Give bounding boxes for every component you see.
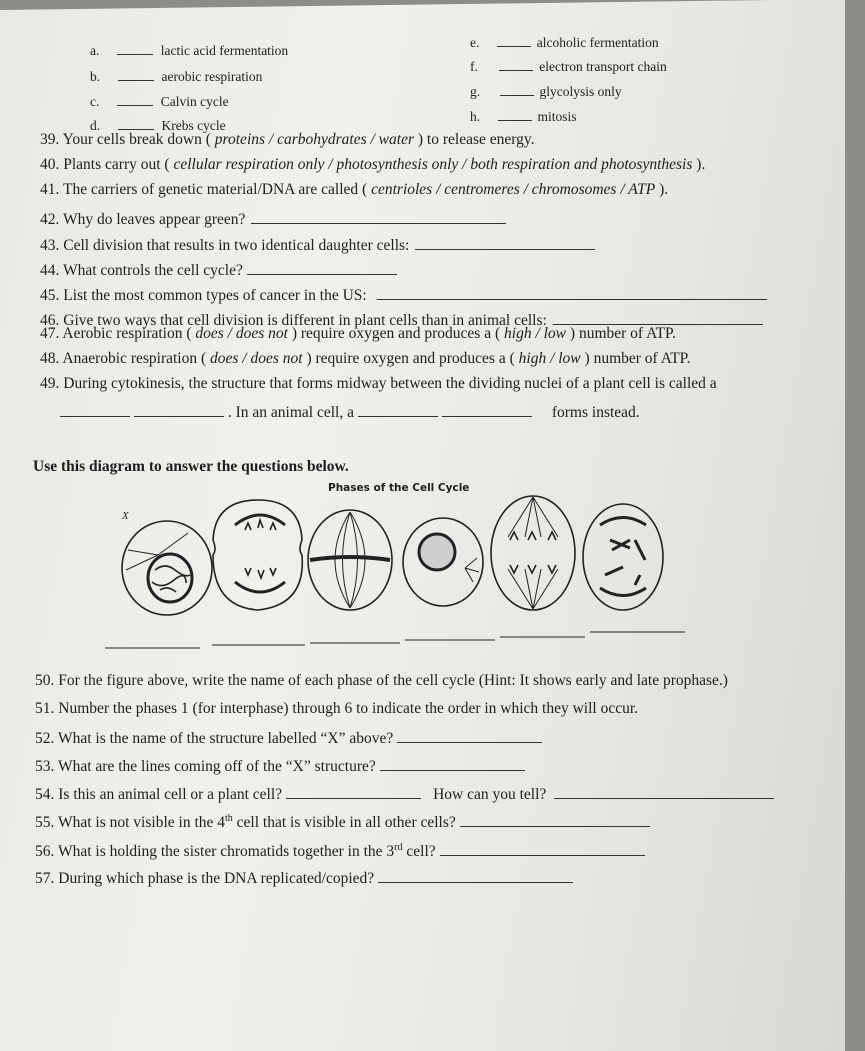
q-text: 57. During which phase is the DNA replicated/copied? (35, 870, 375, 887)
question-52 (35, 730, 542, 748)
question-50: 50. For the figure above, write the name of each phase of the cell cycle (Hint: It shows early and late prophase.) (35, 672, 728, 689)
q-text: 39. Your cells break down ( (40, 131, 215, 148)
q-text: ). (655, 181, 669, 198)
cell-2-telophase (213, 500, 302, 610)
question-54 (35, 786, 774, 804)
label: aerobic respiration (161, 69, 263, 84)
q-text: 52. What is the name of the structure labelled “X” above? (35, 730, 394, 747)
diagram-title: Phases of the Cell Cycle (328, 482, 470, 494)
label: electron transport chain (539, 59, 667, 74)
q-text: 42. Why do leaves appear green? (40, 211, 246, 228)
cell-4-interphase (403, 518, 483, 606)
q-text: 55. What is not visible in the 4 (35, 814, 226, 832)
q-text: ) require oxygen and produces a ( (302, 350, 519, 367)
phase-answer-blanks (105, 632, 685, 648)
q-options: high / low (518, 350, 581, 367)
letter: c. (90, 94, 100, 109)
q-text: 45. List the most common types of cancer in the US: (40, 287, 367, 304)
q-options: high / low (504, 325, 567, 342)
cell-1-prophase (122, 521, 212, 615)
q-text: ) number of ATP. (566, 325, 676, 342)
label: Krebs cycle (161, 118, 226, 133)
q-options: cellular respiration only / photosynthesis only / both respiration and photosynthesis (173, 156, 693, 173)
q-text: 48. Anaerobic respiration ( (40, 350, 211, 367)
q-text: 53. What are the lines coming off of the “X” structure? (35, 758, 376, 775)
letter: g. (470, 84, 481, 99)
q-text: 47. Aerobic respiration ( (40, 325, 196, 342)
cell-6-late-prophase (583, 504, 663, 610)
q-text: 44. What controls the cell cycle? (40, 262, 243, 279)
q-text: ) number of ATP. (580, 350, 691, 367)
q-text: cell that is visible in all other cells? (232, 814, 456, 832)
q-text: 40. Plants carry out ( (40, 156, 174, 173)
question-55 (35, 813, 650, 832)
q-text: 43. Cell division that results in two identical daughter cells: (40, 237, 410, 254)
label: glycolysis only (539, 84, 622, 99)
q-text: 54. Is this an animal cell or a plant cell? (35, 786, 283, 803)
q-text: forms instead. (551, 404, 640, 421)
label: Calvin cycle (160, 94, 229, 109)
q-options: centrioles / centromeres / chromosomes / ATP (371, 181, 656, 198)
q-options: does / does not (195, 325, 288, 342)
letter: d. (90, 118, 101, 133)
q-text: 41. The carriers of genetic material/DNA are called ( (40, 181, 372, 198)
q-options: does / does not (210, 350, 303, 367)
q-text: cell? (402, 843, 436, 861)
letter: e. (470, 35, 480, 50)
q-text: How can you tell? (433, 786, 547, 803)
label: mitosis (537, 109, 577, 124)
diagram-instruction: Use this diagram to answer the questions below. (33, 458, 349, 475)
label: alcoholic fermentation (536, 35, 659, 50)
q-text: 56. What is holding the sister chromatids together in the 3 (35, 843, 395, 861)
q-options: proteins / carbohydrates / water (214, 131, 414, 148)
letter: f. (470, 59, 478, 74)
cell-5-anaphase (491, 496, 575, 610)
q-text: 49. During cytokinesis, the structure that forms midway between the dividing nuclei of a plant cell is called a (40, 375, 717, 392)
q-text: . In an animal cell, a (227, 404, 354, 421)
letter: a. (90, 43, 100, 58)
letter: b. (90, 69, 101, 84)
q-text: 46. Give two ways that cell division is different in plant cells than in animal cells: (40, 312, 547, 329)
label: lactic acid fermentation (160, 43, 289, 58)
question-57 (35, 870, 573, 888)
q-text: ) require oxygen and produces a ( (287, 325, 505, 342)
question-56 (35, 842, 645, 861)
superscript: th (225, 813, 233, 824)
q-text: ) to release energy. (414, 131, 535, 148)
superscript: rd (394, 842, 403, 853)
question-53 (35, 758, 525, 776)
letter: h. (470, 109, 481, 124)
cell-3-metaphase (308, 510, 392, 610)
x-label: X (122, 510, 129, 522)
q-text: ). (692, 156, 706, 173)
question-51: 51. Number the phases 1 (for interphase) through 6 to indicate the order in which they will occur. (35, 700, 639, 717)
